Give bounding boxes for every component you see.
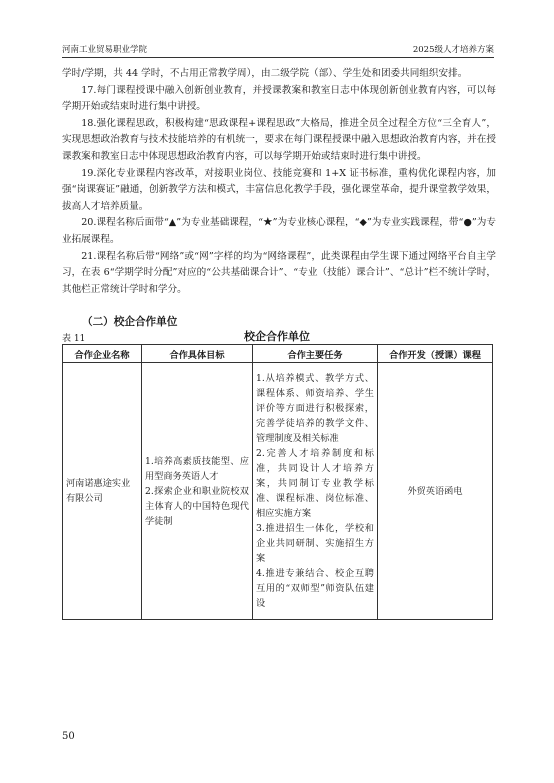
section-title: （二）校企合作单位 <box>82 316 178 328</box>
task-item: 1.从培养模式、教学方式、课程体系、师资培养、学生评价等方面进行积极探索，完善学徒培养的教学文件、管理制度及相关标准 <box>256 373 374 444</box>
task-item: 3.推进招生一体化，学校和企业共同研制、实施招生方案 <box>256 523 374 564</box>
paragraph: 20.课程名称后面带“▲”为专业基础课程，“★”为专业核心课程，“◆”为专业实践课程，带“●”为专业拓展课程。 <box>62 217 496 245</box>
table-row <box>63 363 493 620</box>
column-header-goals: 合作具体目标 <box>142 345 253 363</box>
header-plan-title: 2025级人才培养方案 <box>412 45 494 55</box>
company-cell: 河南诺惠途实业有限公司 <box>63 363 142 620</box>
course-cell: 外贸英语函电 <box>378 363 493 620</box>
column-header-tasks: 合作主要任务 <box>253 345 378 363</box>
tasks-cell <box>253 363 378 620</box>
column-header-course: 合作开发（授课）课程 <box>378 345 493 363</box>
table-header-row <box>63 345 493 363</box>
cooperation-table <box>62 344 493 620</box>
header-school-name: 河南工业贸易职业学院 <box>62 45 148 55</box>
task-item: 2.完善人才培养制度和标准，共同设计人才培养方案，共同制订专业教学标准、课程标准、岗位标准、相应实施方案 <box>256 448 374 519</box>
paragraph: 18.强化课程思政，积极构建“思政课程+课程思政”大格局，推进全员全过程全方位“三全育人”，实现思想政治教育与技术技能培养的有机统一，要求在每门课程授课中融入思想政治教育内容，并在授课教案和教室日志中体现思想政治教育内容，可以每学期开始或结束时进行集中讲授。 <box>62 117 496 162</box>
page-number: 50 <box>62 731 75 742</box>
task-item: 4.推进专兼结合、校企互聘互用的“双师型”师资队伍建设 <box>256 568 374 609</box>
body-text <box>62 66 496 298</box>
goal-item: 1.培养高素质技能型、应用型商务英语人才 <box>145 455 249 482</box>
paragraph: 17.每门课程授课中融入创新创业教育，并授课教案和教室日志中体现创新创业教育内容，可以每学期开始或结束时进行集中讲授。 <box>62 84 496 113</box>
paragraph: 21.课程名称后带“网络”或“网”字样的均为“网络课程”，此类课程由学生课下通过网络平台自主学习，在表 6“学期学时分配”对应的“公共基础课合计”、“专业（技能）课合计”、“总计”栏不统计学时，其他栏正常统计学时和学分。 <box>62 250 496 295</box>
column-header-company: 合作企业名称 <box>63 345 142 363</box>
paragraph: 19.深化专业课程内容改革，对接职业岗位、技能竞赛和 1+X 证书标准，重构优化课程内容，加强“岗课赛证”融通，创新教学方法和模式，丰富信息化教学手段，强化课堂革命，提升课堂教学效果，拔高人才培养质量。 <box>62 167 496 212</box>
page-header <box>62 43 494 58</box>
table-label: 表 11 <box>62 334 86 344</box>
goal-item: 2.探索企业和职业院校双主体育人的中国特色现代学徒制 <box>145 485 249 527</box>
paragraph: 学时/学期，共 44 学时，不占用正常教学周），由二级学院（部）、学生处和团委共同组织安排。 <box>62 68 468 79</box>
table-title: 校企合作单位 <box>244 330 310 343</box>
goals-cell <box>142 363 253 620</box>
